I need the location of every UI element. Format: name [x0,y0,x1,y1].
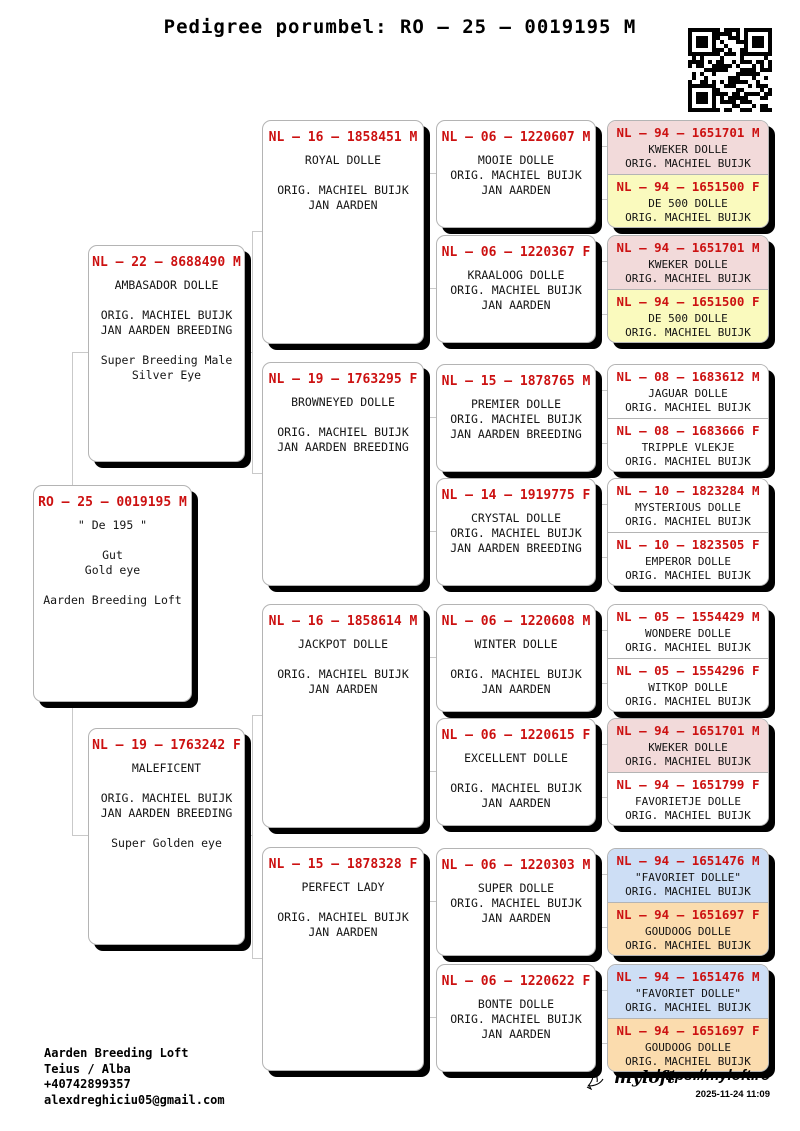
card-gen4-pair-2 [607,235,769,343]
card-gen4-12 [608,772,768,826]
bird-name: FAVORIETJE DOLLE [635,794,741,808]
connector-line [600,443,607,444]
card-gen4-16 [608,1018,768,1072]
connector-line [600,504,607,505]
card-subject [33,485,192,702]
origin: ORIG. MACHIEL BUIJK [625,157,751,170]
card-gen4-15 [608,965,768,1018]
connector-line [252,715,253,959]
origin: ORIG. MACHIEL BUIJK [625,1001,751,1014]
myloft-url: https://myloft.ro [655,1067,770,1084]
card-gen4-4 [608,289,768,343]
card-details: PREMIER DOLLE ORIG. MACHIEL BUIJK JAN AARDEN BREEDING [450,397,582,441]
ring-number: NL – 22 – 8688490 M [92,255,241,270]
connector-line [429,1017,436,1018]
connector-line [600,390,601,444]
origin: ORIG. MACHIEL BUIJK [625,454,751,468]
bird-name: GOUDOOG DOLLE [644,1040,732,1054]
origin: ORIG. MACHIEL BUIJK [625,401,751,414]
bird-name: GOUDOOG DOLLE [644,924,732,938]
connector-line [600,261,607,262]
connector-line [72,835,88,836]
card-gen3-7 [436,848,596,956]
connector-line [252,231,262,232]
ring-number: NL – 16 – 1858451 M [268,130,418,145]
card-details: BONTE DOLLE ORIG. MACHIEL BUIJK JAN AARDEN [450,997,582,1041]
ring-number: NL – 19 – 1763242 F [92,738,241,753]
ring-number: NL – 06 – 1220608 M [441,614,591,629]
card-gen4-10 [608,658,768,712]
ring-number: NL – 08 – 1683666 F [616,422,760,438]
card-gen4-13 [608,849,768,902]
bird-name: WONDERE DOLLE [644,627,732,640]
card-gen3-5 [436,604,596,712]
card-gen4-7 [608,479,768,532]
card-gen4-5 [608,365,768,418]
card-gen4-6 [608,418,768,472]
card-details: SUPER DOLLE ORIG. MACHIEL BUIJK JAN AARDEN [450,881,582,925]
bird-name: KWEKER DOLLE [648,143,728,156]
connector-line [600,683,607,684]
connector-line [600,557,607,558]
ring-number: NL – 94 – 1651697 F [616,1022,760,1038]
ring-number: NL – 94 – 1651500 F [616,293,760,309]
ring-number: NL – 10 – 1823284 M [616,483,760,498]
origin: ORIG. MACHIEL BUIJK [625,210,751,224]
bird-name: DE 500 DOLLE [648,196,728,210]
ring-number: NL – 94 – 1651476 M [616,969,760,984]
qr-code [688,28,772,112]
ring-number: NL – 08 – 1683612 M [616,369,760,384]
card-gen4-1 [608,121,768,174]
bird-name: "FAVORIET DOLLE" [635,871,741,884]
ring-number: NL – 06 – 1220622 F [441,974,591,989]
card-details: CRYSTAL DOLLE ORIG. MACHIEL BUIJK JAN AARDEN BREEDING [450,511,582,555]
connector-line [600,744,601,798]
origin: ORIG. MACHIEL BUIJK [625,1054,751,1068]
connector-line [252,231,253,474]
connector-line [600,990,607,991]
connector-line [429,771,436,772]
card-gen4-14 [608,902,768,956]
card-details: EXCELLENT DOLLE ORIG. MACHIEL BUIJK JAN AARDEN [450,751,582,810]
ring-number: NL – 94 – 1651500 F [616,178,760,194]
card-gen4-8 [608,532,768,586]
loft-contact-info: Aarden Breeding Loft Teius / Alba +40742899357 alexdreghiciu05@gmail.com [44,1046,225,1107]
card-gen4-pair-3 [607,364,769,472]
bird-name: "FAVORIET DOLLE" [635,987,741,1000]
connector-line [600,390,607,391]
card-details: PERFECT LADY ORIG. MACHIEL BUIJK JAN AARDEN [277,880,409,939]
card-gen4-9 [608,605,768,658]
connector-line [600,630,601,684]
ring-number: NL – 94 – 1651476 M [616,853,760,868]
card-gen3-6 [436,718,596,826]
connector-line [252,715,262,716]
ring-number: NL – 94 – 1651701 M [616,125,760,140]
connector-line [600,744,607,745]
origin: ORIG. MACHIEL BUIJK [625,808,751,822]
ring-number: NL – 15 – 1878765 M [441,374,591,389]
card-gen4-pair-7 [607,848,769,956]
bird-name: WITKOP DOLLE [648,680,728,694]
connector-line [429,173,436,174]
ring-number: NL – 06 – 1220615 F [441,728,591,743]
bird-name: MYSTERIOUS DOLLE [635,501,741,514]
connector-line [252,958,262,959]
card-sire [88,245,245,462]
connector-line [600,314,607,315]
card-gen3-8 [436,964,596,1072]
connector-line [600,797,607,798]
card-gen4-pair-4 [607,478,769,586]
card-details: " De 195 " Gut Gold eye Aarden Breeding Loft [43,518,182,607]
connector-line [429,531,436,532]
connector-line [429,901,430,1018]
bird-name: JAGUAR DOLLE [648,387,728,400]
connector-line [600,927,607,928]
card-details: ROYAL DOLLE ORIG. MACHIEL BUIJK JAN AARDEN [277,153,409,212]
card-gen2-2 [262,362,424,586]
card-gen4-2 [608,174,768,228]
card-gen3-4 [436,478,596,586]
generated-timestamp: 2025-11-24 11:09 [695,1089,770,1100]
ring-number: NL – 06 – 1220303 M [441,858,591,873]
bird-name: EMPEROR DOLLE [644,554,732,568]
connector-line [600,874,607,875]
ring-number: NL – 05 – 1554296 F [616,662,760,678]
connector-line [600,261,601,315]
card-details: WINTER DOLLE ORIG. MACHIEL BUIJK JAN AARDEN [450,637,582,696]
connector-line [429,417,436,418]
card-gen4-3 [608,236,768,289]
card-details: BROWNEYED DOLLE ORIG. MACHIEL BUIJK JAN AARDEN BREEDING [277,395,409,454]
connector-line [600,199,607,200]
origin: ORIG. MACHIEL BUIJK [625,515,751,528]
card-details: JACKPOT DOLLE ORIG. MACHIEL BUIJK JAN AARDEN [277,637,409,696]
ring-number: NL – 06 – 1220367 F [441,245,591,260]
origin: ORIG. MACHIEL BUIJK [625,641,751,654]
connector-line [429,657,436,658]
connector-line [600,874,601,928]
card-gen3-3 [436,364,596,472]
connector-line [429,901,436,902]
connector-line [600,1043,607,1044]
connector-line [252,473,262,474]
connector-line [429,288,436,289]
connector-line [600,146,607,147]
origin: ORIG. MACHIEL BUIJK [625,272,751,285]
page-title: Pedigree porumbel: RO – 25 – 0019195 M [163,16,637,38]
ring-number: NL – 10 – 1823505 F [616,536,760,552]
ring-number: NL – 19 – 1763295 F [268,372,418,387]
card-gen3-2 [436,235,596,343]
ring-number: NL – 05 – 1554429 M [616,609,760,624]
connector-line [600,990,601,1044]
connector-line [600,504,601,558]
ring-number: NL – 14 – 1919775 F [441,488,591,503]
ring-number: RO – 25 – 0019195 M [38,495,187,510]
card-gen2-1 [262,120,424,344]
connector-line [429,417,430,532]
ring-number: NL – 94 – 1651701 M [616,723,760,738]
card-gen2-4 [262,847,424,1071]
card-details: KRAALOOG DOLLE ORIG. MACHIEL BUIJK JAN AARDEN [450,268,582,312]
card-gen4-11 [608,719,768,772]
card-details: AMBASADOR DOLLE ORIG. MACHIEL BUIJK JAN AARDEN BREEDING Super Breeding Male Silver Eye [100,278,233,382]
origin: ORIG. MACHIEL BUIJK [625,885,751,898]
card-details: MOOIE DOLLE ORIG. MACHIEL BUIJK JAN AARDEN [450,153,582,197]
bird-name: DE 500 DOLLE [648,311,728,325]
origin: ORIG. MACHIEL BUIJK [625,568,751,582]
card-gen2-3 [262,604,424,828]
ring-number: NL – 16 – 1858614 M [268,614,418,629]
card-gen4-pair-8 [607,964,769,1072]
card-dam [88,728,245,945]
card-details: MALEFICENT ORIG. MACHIEL BUIJK JAN AARDEN BREEDING Super Golden eye [100,761,233,850]
connector-line [600,630,607,631]
ring-number: NL – 94 – 1651697 F [616,906,760,922]
ring-number: NL – 94 – 1651701 M [616,240,760,255]
ring-number: NL – 94 – 1651799 F [616,776,760,792]
ring-number: NL – 06 – 1220607 M [441,130,591,145]
pigeon-logo-icon [584,1064,614,1090]
origin: ORIG. MACHIEL BUIJK [625,694,751,708]
origin: ORIG. MACHIEL BUIJK [625,325,751,339]
origin: ORIG. MACHIEL BUIJK [625,755,751,768]
connector-line [429,657,430,772]
connector-line [72,352,88,353]
bird-name: KWEKER DOLLE [648,741,728,754]
connector-line [600,146,601,200]
bird-name: KWEKER DOLLE [648,258,728,271]
connector-line [429,173,430,289]
origin: ORIG. MACHIEL BUIJK [625,938,751,952]
card-gen4-pair-5 [607,604,769,712]
card-gen3-1 [436,120,596,228]
card-gen4-pair-6 [607,718,769,826]
card-gen4-pair-1 [607,120,769,228]
myloft-logo-text: myloft [614,1068,675,1088]
ring-number: NL – 15 – 1878328 F [268,857,418,872]
bird-name: TRIPPLE VLEKJE [641,440,735,454]
